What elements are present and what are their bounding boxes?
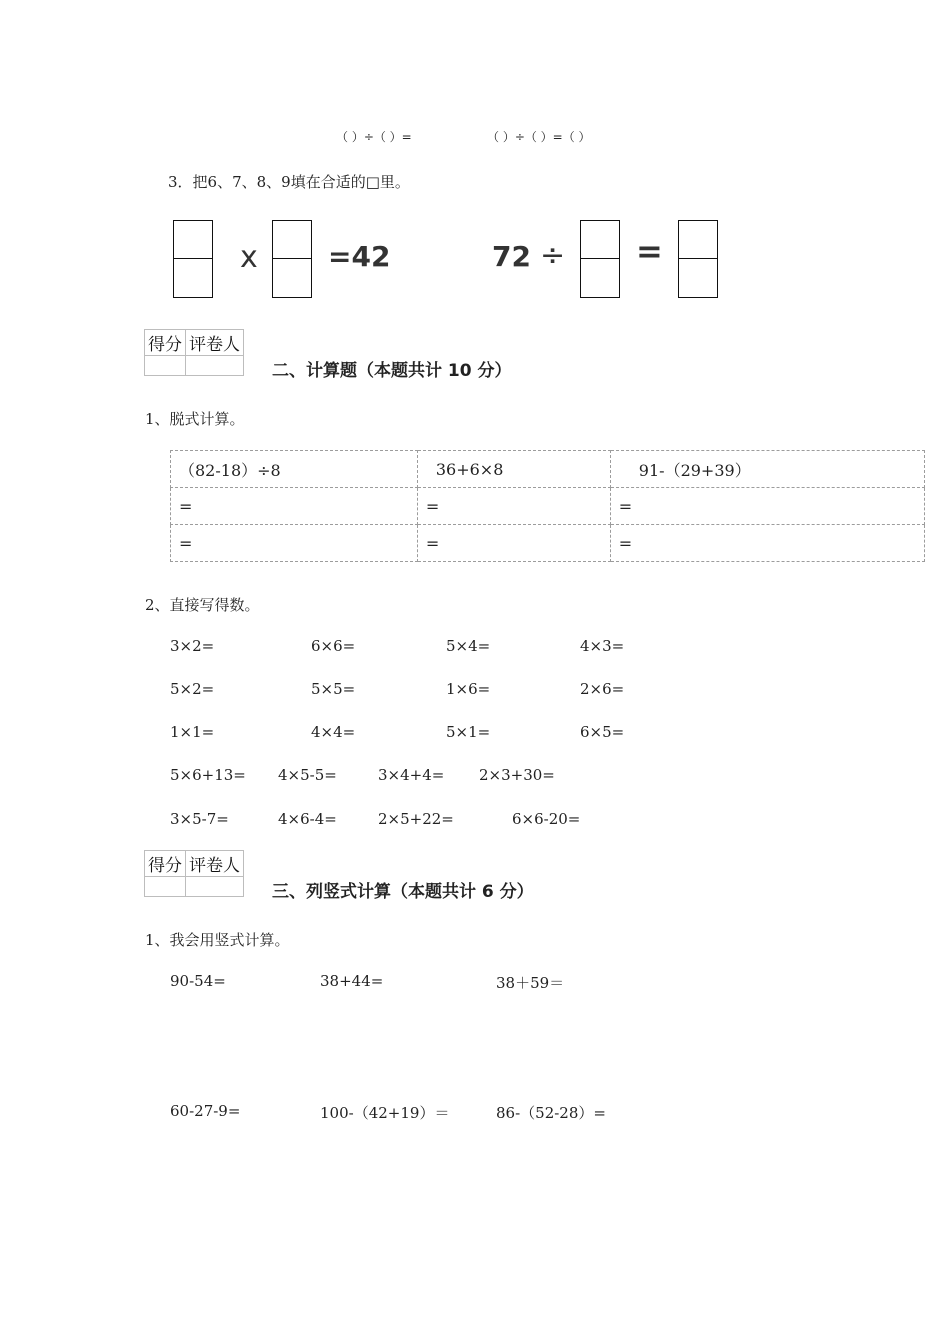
score-cell[interactable] bbox=[145, 356, 186, 376]
mental-math-item: 4×4= bbox=[311, 723, 356, 741]
score-label: 得分 bbox=[145, 851, 186, 877]
question-3-label: 3．把6、7、8、9填在合适的□里。 bbox=[168, 173, 410, 191]
mental-math-item: 2×5+22= bbox=[378, 810, 454, 828]
answer-cell[interactable]: = bbox=[171, 525, 418, 562]
mental-math-item: 2×3+30= bbox=[479, 766, 555, 784]
equals-sign: = bbox=[636, 232, 663, 270]
table-row bbox=[171, 488, 925, 525]
section-2-q2-label: 2、直接写得数。 bbox=[145, 596, 260, 614]
vertical-calc-item: 90-54= bbox=[170, 972, 226, 990]
score-box-section-2 bbox=[144, 329, 244, 376]
mental-math-item: 5×6+13= bbox=[170, 766, 246, 784]
mental-math-item: 6×6= bbox=[311, 637, 356, 655]
answer-box-3[interactable] bbox=[580, 220, 620, 298]
mental-math-item: 3×5-7= bbox=[170, 810, 229, 828]
table-header-row bbox=[171, 451, 925, 488]
answer-cell[interactable]: = bbox=[171, 488, 418, 525]
vertical-calc-item: 38+44= bbox=[320, 972, 384, 990]
mental-math-item: 5×2= bbox=[170, 680, 215, 698]
reviewer-cell[interactable] bbox=[186, 356, 244, 376]
score-cell[interactable] bbox=[145, 877, 186, 897]
table-row bbox=[171, 525, 925, 562]
section-3-title: 三、列竖式计算（本题共计 6 分） bbox=[272, 882, 534, 902]
reviewer-cell[interactable] bbox=[186, 877, 244, 897]
division-blank-right: （ ）÷（ ）=（ ） bbox=[487, 130, 591, 144]
mental-math-item: 1×1= bbox=[170, 723, 215, 741]
answer-cell[interactable]: = bbox=[610, 525, 924, 562]
times-sign: x bbox=[240, 240, 258, 275]
mental-math-item: 5×5= bbox=[311, 680, 356, 698]
mental-math-item: 4×6-4= bbox=[278, 810, 337, 828]
section-2-q1-label: 1、脱式计算。 bbox=[145, 410, 245, 428]
section-2-title: 二、计算题（本题共计 10 分） bbox=[272, 361, 512, 381]
mental-math-item: 6×6-20= bbox=[512, 810, 581, 828]
answer-cell[interactable]: = bbox=[417, 525, 610, 562]
answer-cell[interactable]: = bbox=[610, 488, 924, 525]
mental-math-item: 1×6= bbox=[446, 680, 491, 698]
answer-cell[interactable]: = bbox=[417, 488, 610, 525]
mental-math-item: 5×4= bbox=[446, 637, 491, 655]
mental-math-item: 4×5-5= bbox=[278, 766, 337, 784]
expression-3: 91-（29+39） bbox=[610, 451, 924, 488]
reviewer-label: 评卷人 bbox=[186, 851, 244, 877]
divide-sign: ÷ bbox=[540, 238, 566, 273]
vertical-calc-item: 86-（52-28）= bbox=[496, 1104, 606, 1122]
answer-box-2[interactable] bbox=[272, 220, 312, 298]
answer-box-4[interactable] bbox=[678, 220, 718, 298]
vertical-calc-item: 100-（42+19）＝ bbox=[320, 1104, 450, 1122]
mental-math-item: 3×2= bbox=[170, 637, 215, 655]
division-blank-left: （ ）÷（ ）= bbox=[336, 130, 412, 144]
score-box-section-3 bbox=[144, 850, 244, 897]
answer-box-1[interactable] bbox=[173, 220, 213, 298]
mental-math-item: 6×5= bbox=[580, 723, 625, 741]
expression-2: 36+6×8 bbox=[417, 451, 610, 488]
vertical-calc-item: 38＋59＝ bbox=[496, 974, 565, 992]
number-72: 72 bbox=[492, 240, 531, 273]
mental-math-item: 2×6= bbox=[580, 680, 625, 698]
mental-math-item: 5×1= bbox=[446, 723, 491, 741]
mental-math-item: 3×4+4= bbox=[378, 766, 445, 784]
reviewer-label: 评卷人 bbox=[186, 330, 244, 356]
vertical-calc-item: 60-27-9= bbox=[170, 1102, 241, 1120]
step-calculation-table bbox=[170, 450, 925, 562]
equals-42: =42 bbox=[328, 240, 391, 273]
score-label: 得分 bbox=[145, 330, 186, 356]
section-3-q1-label: 1、我会用竖式计算。 bbox=[145, 931, 290, 949]
expression-1: （82-18）÷8 bbox=[171, 451, 418, 488]
mental-math-item: 4×3= bbox=[580, 637, 625, 655]
